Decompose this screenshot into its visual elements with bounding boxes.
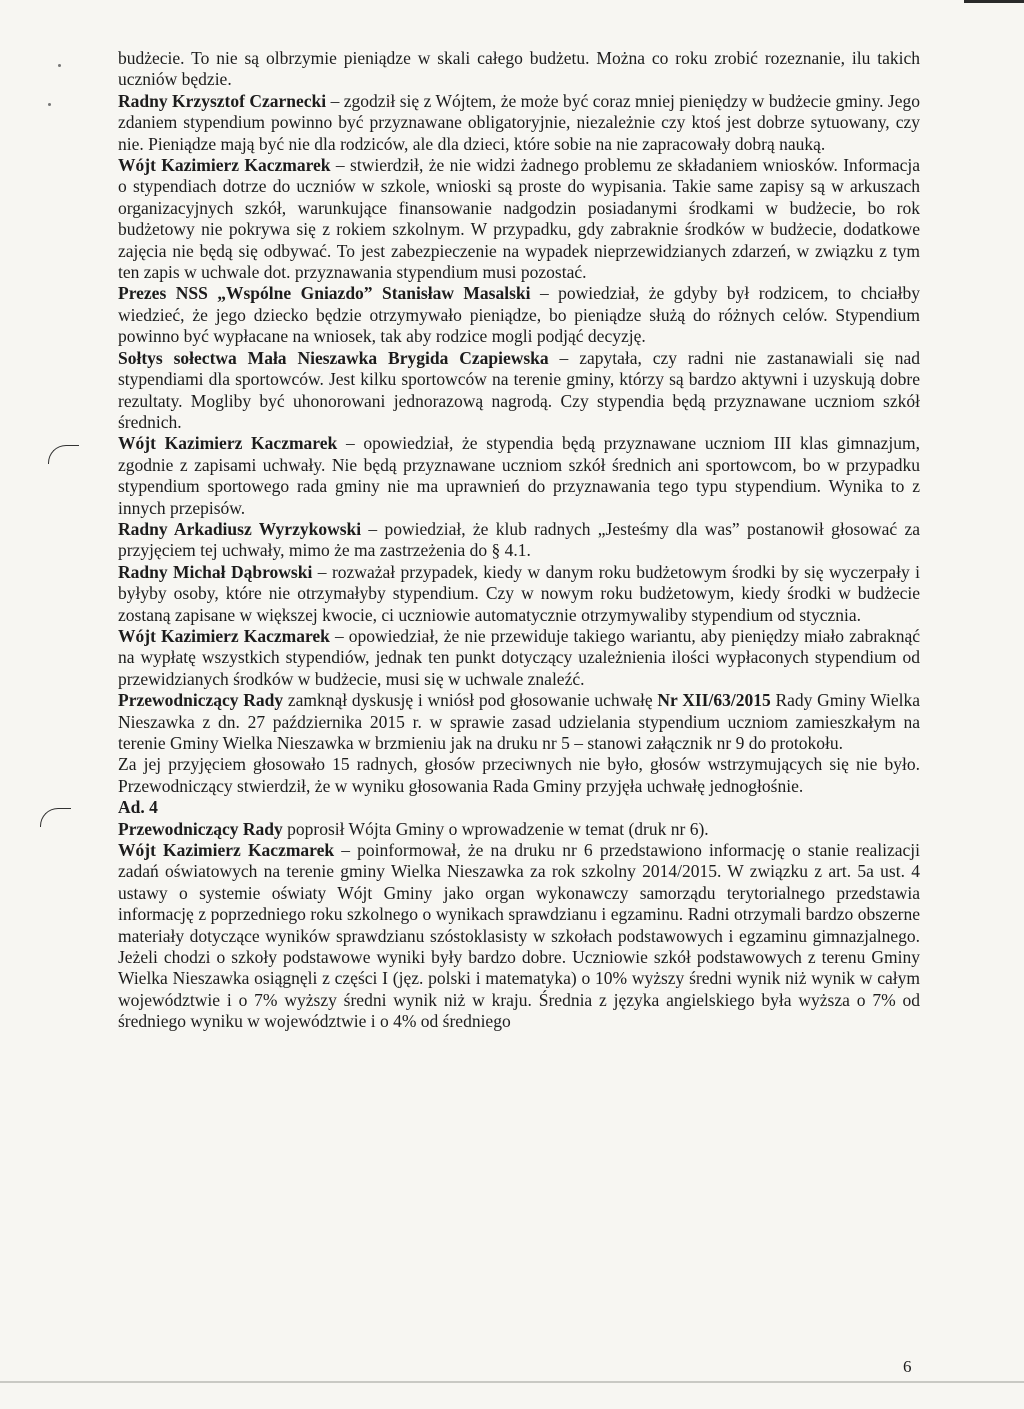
paragraph: Wójt Kazimierz Kaczmarek – poinformował, że na druku nr 6 przedstawiono informację o stanie realizacji zadań oświatowych na terenie gminy Wielka Nieszawka za rok szkolny 2014/2015. W związku z art. 5a ust. 4 ustawy o systemie oświaty Wójt Gminy jako organ wykonawczy samorządu terytorialnego przedstawia informację z poprzedniego roku szkolnego o wynikach sprawdzianu i egzaminu. Radni otrzymali bardzo obszerne materiały dotyczące wyników sprawdzianu szóstoklasisty w szkołach podstawowych i egzaminu gimnazjalnego. Jeżeli chodzi o szkoły podstawowe wyniki były bardzo dobre. Uczniowie szkół podstawowych z terenu Gminy Wielka Nieszawka osiągnęli z części I (jęz. polski i matematyka) o 10% wyższy średni wynik niż wynik w całym województwie i o 7% wyższy średni wynik niż w kraju. Średnia z języka angielskiego była wyższa o 7% od średniego wyniku w województwie i o 4% od średniego — [118, 840, 920, 1032]
paragraph: Radny Krzysztof Czarnecki – zgodził się z Wójtem, że może być coraz mniej pieniędzy w budżecie gminy. Jego zdaniem stypendium powinno być przyznawane obligatoryjnie, niezależnie czy ktoś jest dobrze sytuowany, czy nie. Pieniądze mają być nie dla rodziców, ale dla dzieci, które sobie na nie zapracowały dobrą nauką. — [118, 90, 920, 154]
paragraph: Prezes NSS „Wspólne Gniazdo” Stanisław Masalski – powiedział, że gdyby był rodzicem, to chciałby wiedzieć, że jego dziecko będzie otrzymywało pieniądze, bo pieniądze służą do różnych celów. Stypendium powinno być wypłacane na wniosek, tak aby rodzice mogli podjąć decyzję. — [118, 283, 920, 347]
margin-pencil-mark — [48, 445, 79, 464]
resolution-number: Nr XII/63/2015 — [657, 690, 771, 711]
speaker-name: Radny Arkadiusz Wyrzykowski — [118, 518, 362, 539]
scan-edge-top — [964, 0, 1024, 3]
speaker-name: Sołtys sołectwa Mała Nieszawka Brygida Czapiewska — [118, 347, 549, 368]
paragraph: Przewodniczący Rady zamknął dyskusję i wniósł pod głosowanie uchwałę Nr XII/63/2015 Rady Gminy Wielka Nieszawka z dn. 27 października 2015 r. w sprawie zasad udzielania stypendium uczniom zamieszkałym na terenie Gminy Wielka Nieszawka w brzmieniu jak na druku nr 5 – stanowi załącznik nr 9 do protokołu. — [118, 690, 921, 753]
speaker-name: Przewodniczący Rady — [118, 690, 284, 711]
speaker-name: Przewodniczący Rady — [118, 818, 283, 839]
paragraph: Przewodniczący Rady poprosił Wójta Gminy o wprowadzenie w temat (druk nr 6). — [118, 818, 709, 839]
speaker-name: Radny Michał Dąbrowski — [118, 561, 313, 582]
speaker-name: Wójt Kazimierz Kaczmarek — [118, 625, 330, 646]
paragraph: Wójt Kazimierz Kaczmarek – opowiedział, że nie przewiduje takiego wariantu, aby pieniędzy miało zabraknąć na wypłatę wszystkich stypendiów, jednak ten punkt dotyczący uzależnienia ilości wypłaconych stypendium od przewidzianych środków w budżecie, musi się w uchwale znaleźć. — [118, 625, 920, 689]
section-heading: Ad. 4 — [118, 797, 158, 818]
page-number: 6 — [903, 1357, 912, 1376]
scan-edge-bottom — [0, 1381, 1024, 1383]
margin-dot — [58, 64, 61, 67]
paragraph: Wójt Kazimierz Kaczmarek – opowiedział, że stypendia będą przyznawane uczniom III klas gimnazjum, zgodnie z zapisami uchwały. Nie będą przyznawane uczniom szkół średnich ani sportowcom, bo w przypadku stypendium sportowego rada gminy nie ma uprawnień do przyznawania tego typu stypendium. Wynika to z innych przepisów. — [118, 433, 920, 518]
paragraph: Radny Michał Dąbrowski – rozważał przypadek, kiedy w danym roku budżetowym środki by się wyczerpały i byłyby osoby, które nie otrzymałyby stypendium. Czy w nowym roku budżetowym, kiedy środki w budżecie zostaną zapisane w większej kwocie, ci uczniowie automatycznie otrzymywaliby stypendium od stycznia. — [118, 561, 920, 625]
paragraph: budżecie. To nie są olbrzymie pieniądze w skali całego budżetu. Można co roku zrobić rozeznanie, ilu takich uczniów będzie. — [118, 48, 920, 90]
paragraph: Radny Arkadiusz Wyrzykowski – powiedział, że klub radnych „Jesteśmy dla was” postanowił głosować za przyjęciem tej uchwały, mimo że ma zastrzeżenia do § 4.1. — [118, 518, 920, 561]
margin-pencil-mark — [40, 808, 71, 827]
speaker-name: Wójt Kazimierz Kaczmarek — [118, 155, 331, 176]
paragraph: Wójt Kazimierz Kaczmarek – stwierdził, że nie widzi żadnego problemu ze składaniem wniosków. Informacja o stypendiach dotrze do uczniów w szkole, wnioski są proste do wypisania. Takie same zapisy są w arkuszach organizacyjnych szkół, warunkujące finansowanie nadgodzin posiadanymi środkami w budżecie, bo rok budżetowy nie pokrywa się z rokiem szkolnym. W przypadku, gdy zabraknie środków w budżecie, dodatkowe zajęcia nie będą się odbywać. To jest zabezpieczenie na wypadek nieprzewidzianych zdarzeń, w związku z tym ten zapis w uchwale dot. przyznawania stypendium musi pozostać. — [118, 155, 920, 283]
speaker-name: Prezes NSS „Wspólne Gniazdo” Stanisław Masalski — [118, 283, 531, 304]
document-page — [118, 48, 920, 1033]
speaker-name: Wójt Kazimierz Kaczmarek — [118, 840, 335, 861]
paragraph: Za jej przyjęciem głosowało 15 radnych, głosów przeciwnych nie było, głosów wstrzymujących się nie było. Przewodniczący stwierdził, że w wyniku głosowania Rada Gminy przyjęła uchwałę jednogłośnie. — [118, 754, 920, 796]
speaker-name: Radny Krzysztof Czarnecki — [118, 90, 327, 111]
paragraph: Sołtys sołectwa Mała Nieszawka Brygida Czapiewska – zapytała, czy radni nie zastanawiali się nad stypendiami dla sportowców. Jest kilku sportowców na terenie gminy, którzy są bardzo aktywni i uzyskują dobre rezultaty. Mogliby być uhonorowani jednorazową nagrodą. Czy stypendia będą przyznawane uczniom szkół średnich. — [118, 347, 920, 432]
speaker-name: Wójt Kazimierz Kaczmarek — [118, 433, 338, 454]
margin-dot — [48, 103, 51, 106]
